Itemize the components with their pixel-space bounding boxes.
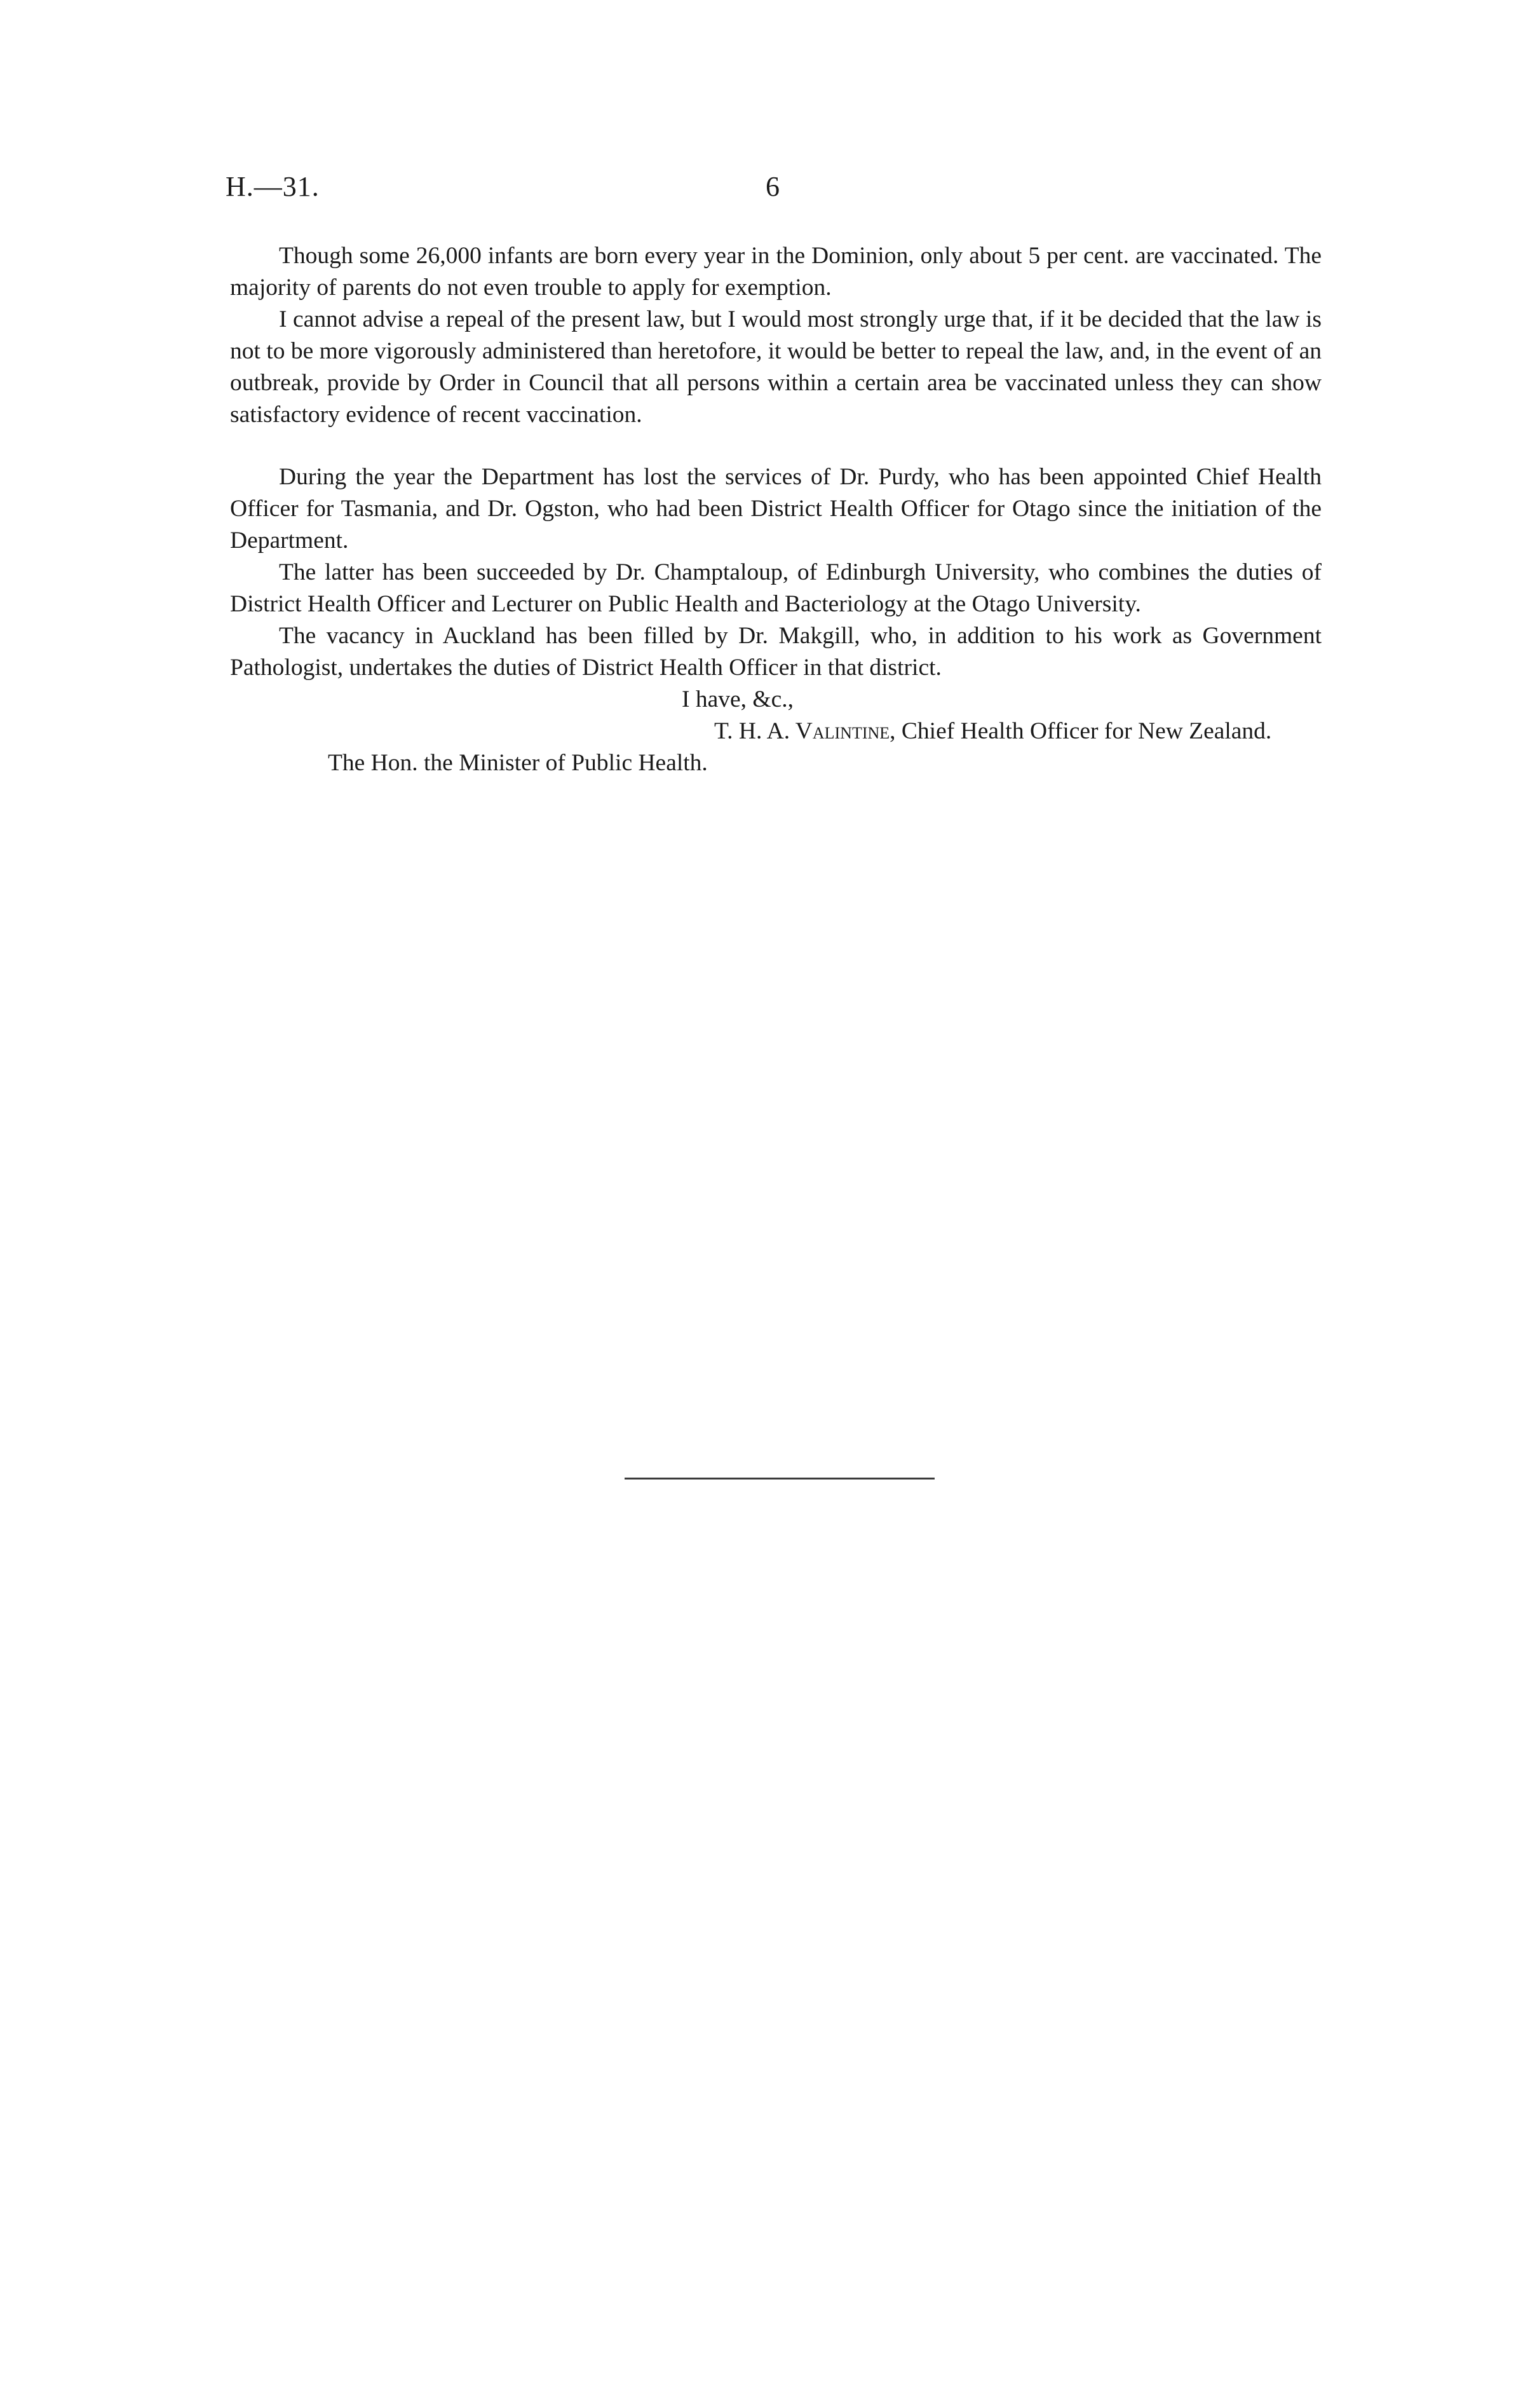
paragraph-vaccination-rate: Though some 26,000 infants are born every year in the Dominion, only about 5 per cent. are vaccinated. The majority of parents do not even trouble to apply for exemption.	[230, 243, 1322, 301]
paragraph-otago-successor: The latter has been succeeded by Dr. Champtaloup, of Edinburgh University, who combines the duties of District Health Officer and Lecturer on Public Health and Bacteriology at the Otago University.	[230, 559, 1322, 617]
page-number: 6	[766, 171, 780, 202]
letter-body	[230, 240, 1322, 779]
document-reference: H.—31.	[226, 171, 320, 202]
paragraph-auckland-vacancy: The vacancy in Auckland has been filled by Dr. Makgill, who, in addition to his work as Government Pathologist, undertakes the duties of District Health Officer in that district.	[230, 623, 1322, 681]
signatory-name: T. H. A. Valintine	[714, 718, 890, 744]
section-divider	[625, 1478, 935, 1479]
closing-salutation: I have, &c.,	[682, 686, 794, 712]
paragraph-law-recommendation: I cannot advise a repeal of the present law, but I would most strongly urge that, if it be decided that the law is not to be more vigorously administered than heretofore, it would be better to repeal the law, and, in the event of an outbreak, provide by Order in Council that all persons within a certain area be vaccinated unless they can show satisfactory evidence of recent vaccination.	[230, 306, 1322, 428]
paragraph-gap	[230, 431, 1322, 461]
addressee-line: The Hon. the Minister of Public Health.	[328, 750, 708, 776]
signatory-title: , Chief Health Officer for New Zealand.	[890, 718, 1272, 744]
signature-line	[230, 716, 1322, 747]
page-header	[226, 170, 1322, 208]
paragraph-staff-departures: During the year the Department has lost the services of Dr. Purdy, who has been appointed Chief Health Officer for Tasmania, and Dr. Ogston, who had been District Health Officer for Otago since the initiation of the Department.	[230, 464, 1322, 554]
